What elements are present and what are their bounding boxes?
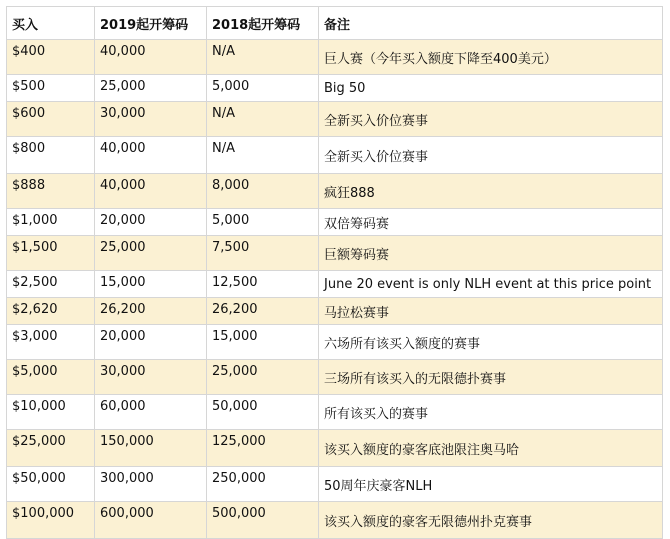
table-row bbox=[7, 174, 663, 209]
cell-chips-2019: 150,000 bbox=[95, 430, 207, 467]
cell-notes: 三场所有该买入的无限德扑赛事 bbox=[319, 360, 663, 395]
header-chips-2019: 2019起开筹码 bbox=[95, 7, 207, 40]
cell-chips-2018: 250,000 bbox=[207, 467, 319, 502]
cell-chips-2018: 15,000 bbox=[207, 325, 319, 360]
cell-chips-2018: 5,000 bbox=[207, 75, 319, 102]
cell-notes: 巨额筹码赛 bbox=[319, 236, 663, 271]
cell-chips-2019: 20,000 bbox=[95, 325, 207, 360]
cell-chips-2018: N/A bbox=[207, 102, 319, 137]
cell-notes: 六场所有该买入额度的赛事 bbox=[319, 325, 663, 360]
cell-chips-2019: 40,000 bbox=[95, 137, 207, 174]
cell-buyin: $100,000 bbox=[7, 502, 95, 539]
cell-chips-2018: N/A bbox=[207, 137, 319, 174]
table-row bbox=[7, 467, 663, 502]
cell-notes: 50周年庆豪客NLH bbox=[319, 467, 663, 502]
table-row bbox=[7, 271, 663, 298]
cell-notes: 所有该买入的赛事 bbox=[319, 395, 663, 430]
cell-chips-2018: 25,000 bbox=[207, 360, 319, 395]
cell-buyin: $2,620 bbox=[7, 298, 95, 325]
buyin-chips-table bbox=[6, 6, 663, 539]
cell-chips-2018: N/A bbox=[207, 40, 319, 75]
cell-chips-2019: 15,000 bbox=[95, 271, 207, 298]
table-row bbox=[7, 137, 663, 174]
cell-buyin: $50,000 bbox=[7, 467, 95, 502]
table-row bbox=[7, 102, 663, 137]
cell-notes: Big 50 bbox=[319, 75, 663, 102]
cell-buyin: $500 bbox=[7, 75, 95, 102]
cell-notes: 该买入额度的豪客底池限注奥马哈 bbox=[319, 430, 663, 467]
cell-buyin: $25,000 bbox=[7, 430, 95, 467]
cell-buyin: $5,000 bbox=[7, 360, 95, 395]
table-row bbox=[7, 75, 663, 102]
cell-chips-2019: 30,000 bbox=[95, 102, 207, 137]
cell-chips-2019: 300,000 bbox=[95, 467, 207, 502]
cell-chips-2019: 60,000 bbox=[95, 395, 207, 430]
cell-notes: 该买入额度的豪客无限德州扑克赛事 bbox=[319, 502, 663, 539]
table-row bbox=[7, 430, 663, 467]
cell-buyin: $10,000 bbox=[7, 395, 95, 430]
cell-buyin: $400 bbox=[7, 40, 95, 75]
cell-notes: 双倍筹码赛 bbox=[319, 209, 663, 236]
table-row bbox=[7, 502, 663, 539]
header-buyin: 买入 bbox=[7, 7, 95, 40]
cell-chips-2019: 25,000 bbox=[95, 236, 207, 271]
buyin-table-container bbox=[6, 6, 662, 539]
cell-buyin: $800 bbox=[7, 137, 95, 174]
cell-notes: 巨人赛（今年买入额度下降至400美元） bbox=[319, 40, 663, 75]
cell-chips-2018: 5,000 bbox=[207, 209, 319, 236]
cell-chips-2019: 30,000 bbox=[95, 360, 207, 395]
cell-chips-2018: 500,000 bbox=[207, 502, 319, 539]
table-row bbox=[7, 395, 663, 430]
cell-buyin: $3,000 bbox=[7, 325, 95, 360]
cell-chips-2019: 40,000 bbox=[95, 174, 207, 209]
table-row bbox=[7, 236, 663, 271]
table-row bbox=[7, 325, 663, 360]
table-row bbox=[7, 209, 663, 236]
cell-chips-2019: 25,000 bbox=[95, 75, 207, 102]
header-chips-2018: 2018起开筹码 bbox=[207, 7, 319, 40]
cell-chips-2018: 8,000 bbox=[207, 174, 319, 209]
table-header-row bbox=[7, 7, 663, 40]
cell-buyin: $888 bbox=[7, 174, 95, 209]
cell-buyin: $600 bbox=[7, 102, 95, 137]
cell-notes: 全新买入价位赛事 bbox=[319, 137, 663, 174]
cell-chips-2018: 26,200 bbox=[207, 298, 319, 325]
table-row bbox=[7, 298, 663, 325]
cell-chips-2019: 20,000 bbox=[95, 209, 207, 236]
cell-chips-2019: 26,200 bbox=[95, 298, 207, 325]
table-row bbox=[7, 40, 663, 75]
cell-chips-2018: 50,000 bbox=[207, 395, 319, 430]
cell-notes: 马拉松赛事 bbox=[319, 298, 663, 325]
cell-notes: 全新买入价位赛事 bbox=[319, 102, 663, 137]
cell-notes: 疯狂888 bbox=[319, 174, 663, 209]
cell-chips-2019: 600,000 bbox=[95, 502, 207, 539]
cell-chips-2018: 7,500 bbox=[207, 236, 319, 271]
table-row bbox=[7, 360, 663, 395]
cell-chips-2018: 12,500 bbox=[207, 271, 319, 298]
cell-notes: June 20 event is only NLH event at this price point bbox=[319, 271, 663, 298]
cell-buyin: $1,000 bbox=[7, 209, 95, 236]
header-notes: 备注 bbox=[319, 7, 663, 40]
cell-chips-2019: 40,000 bbox=[95, 40, 207, 75]
cell-buyin: $2,500 bbox=[7, 271, 95, 298]
cell-chips-2018: 125,000 bbox=[207, 430, 319, 467]
cell-buyin: $1,500 bbox=[7, 236, 95, 271]
